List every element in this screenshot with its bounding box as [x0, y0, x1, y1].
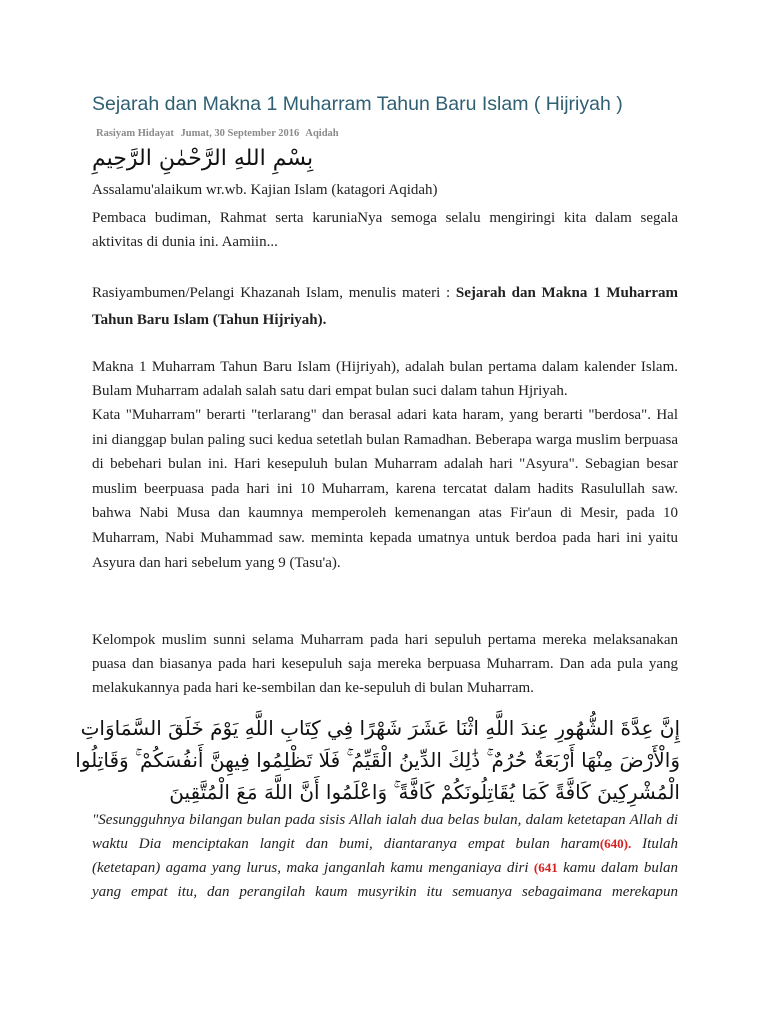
article-topic-bold: Sejarah dan Makna 1 Muharram Tahun Baru Islam (Tahun Hijriyah).: [92, 285, 678, 328]
translation-part-2: Itulah (ketetapan) agama yang lurus, maka janganlah kamu menganiaya diri: [92, 836, 678, 876]
translation-part-1: "Sesungguhnya bilangan bulan pada sisis Allah ialah dua belas bulan, dalam ketetapan Allah di waktu Dia menciptakan langit dan bumi, diantaranya empat bulan haram: [92, 812, 678, 852]
category-link[interactable]: Aqidah: [305, 128, 339, 139]
footnote-641[interactable]: (641: [533, 860, 558, 875]
writes-prefix: Rasiyambumen/Pelangi Khazanah Islam, menulis materi :: [92, 285, 456, 301]
writes-paragraph: [92, 280, 678, 334]
article-meta: [96, 128, 343, 139]
ayah-translation: [92, 808, 678, 904]
paragraph-2: Kata "Muharram" berarti "terlarang" dan berasal adari kata haram, yang berarti "berdosa". Hal ini dianggap bulan paling suci kedua setetlah bulan Ramadhan. Beberapa warga muslim berpuasa di bebehari bulan ini. Hari kesepuluh bulan Muharram adalah hari "Asyura". Sebagian besar muslim beerpuasa pada hari ini 10 Muharram, karena tercatat dalam hadits Rasulullah saw. bahwa Nabi Musa dan kaumnya memperoleh kemenangan atas Fir'aun di Mesir, pada 10 Muharram, Nabi Muhammad saw. meminta kepada umatnya untuk berdoa pada hari ini yaitu Asyura dan hari sebelum yang 9 (Tasu'a).: [92, 407, 678, 571]
translation-part-3: kamu dalam bulan yang empat itu, dan perangilah kaum musyrikin itu semuanya sebagaimana merekapun: [92, 860, 678, 900]
ayah-line-3: الْمُشْرِكِينَ كَافَّةً كَمَا يُقَاتِلُونَكُمْ كَافَّةً ۚ وَاعْلَمُوا أَنَّ اللَّهَ مَعَ الْمُتَّقِينَ: [169, 780, 680, 804]
ayah-line-1: إِنَّ عِدَّةَ الشُّهُورِ عِندَ اللَّهِ اثْنَا عَشَرَ شَهْرًا فِي كِتَابِ اللَّهِ يَوْمَ خَلَقَ السَّمَاوَاتِ: [80, 716, 680, 740]
paragraph-3: Kelompok muslim sunni selama Muharram pada hari sepuluh pertama mereka melaksanakan puasa dan biasanya pada hari kesepuluh saja mereka berpuasa Muharram. Dan ada pula yang melakukannya pada hari ke-sembilan dan ke-sepuluh di bulan Muharram.: [92, 632, 678, 696]
intro-paragraph: Pembaca budiman, Rahmat serta karuniaNya semoga selalu mengiringi kita dalam segala aktivitas di dunia ini. Aamiin...: [92, 210, 678, 250]
greeting-line: Assalamu'alaikum wr.wb. Kajian Islam (katagori Aqidah): [92, 182, 438, 198]
author-name[interactable]: Rasiyam Hidayat: [96, 128, 174, 139]
publish-date: Jumat, 30 September 2016: [180, 128, 300, 139]
quran-ayah: [75, 712, 680, 808]
basmala-text: بِسْمِ اللهِ الرَّحْمٰنِ الرَّحِيمِ: [92, 146, 314, 171]
article-title: Sejarah dan Makna 1 Muharram Tahun Baru Islam ( Hijriyah ): [92, 93, 623, 115]
ayah-line-2: وَالْأَرْضَ مِنْهَا أَرْبَعَةٌ حُرُمٌ ۚ ذَٰلِكَ الدِّينُ الْقَيِّمُ ۚ فَلَا تَظْلِمُوا فِيهِنَّ أَنفُسَكُمْ ۚ وَقَاتِلُوا: [75, 748, 680, 772]
footnote-640[interactable]: (640).: [599, 836, 632, 851]
paragraph-1: Makna 1 Muharram Tahun Baru Islam (Hijriyah), adalah bulan pertama dalam kalender Islam. Bulam Muharram adalah salah satu dari empat bulan suci dalam tahun Hjriyah.: [92, 359, 678, 399]
